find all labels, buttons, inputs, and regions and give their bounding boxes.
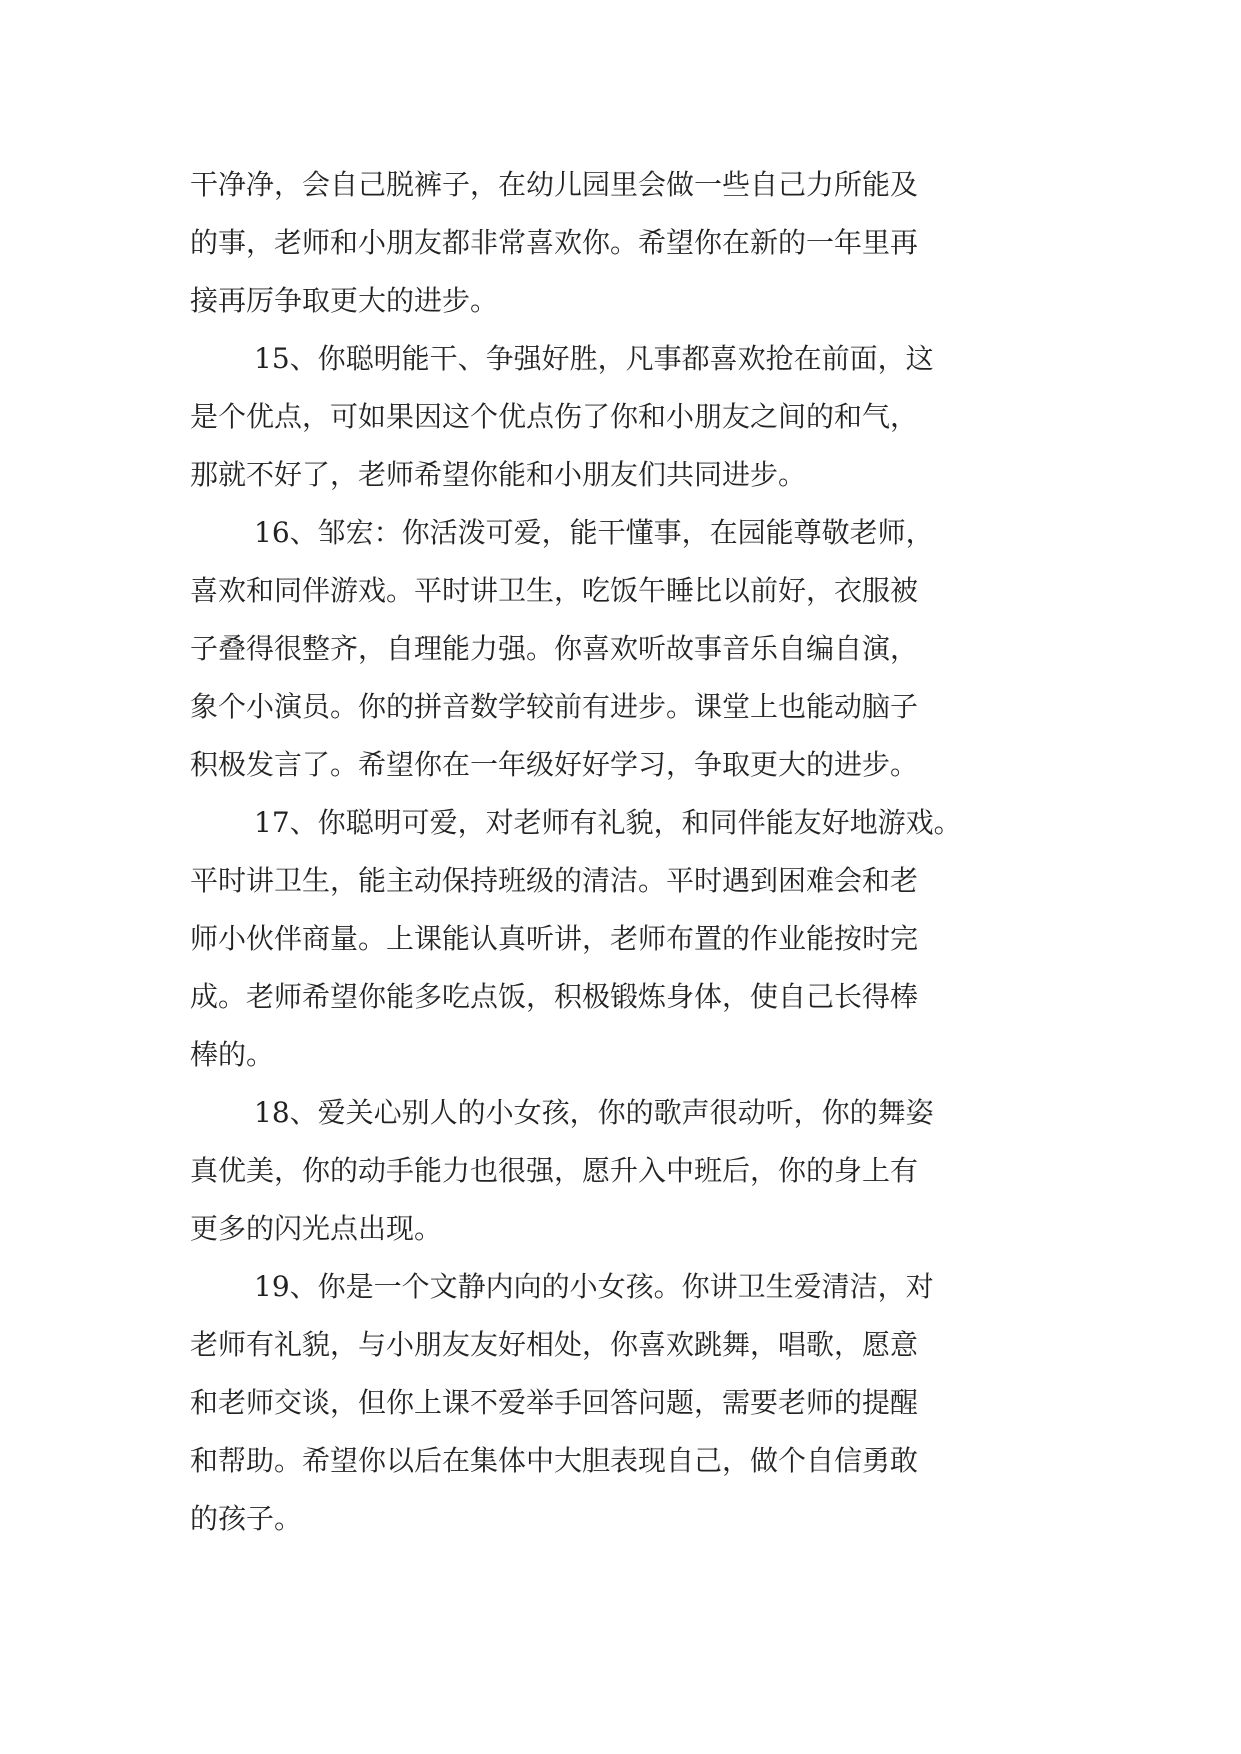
text-line: 老师有礼貌，与小朋友友好相处，你喜欢跳舞，唱歌，愿意 bbox=[190, 1328, 919, 1361]
text-line: 象个小演员。你的拼音数学较前有进步。课堂上也能动脑子 bbox=[190, 690, 919, 723]
text-line: 17、你聪明可爱，对老师有礼貌，和同伴能友好地游戏。 bbox=[254, 806, 962, 839]
document-body bbox=[190, 156, 1070, 1548]
text-line: 和帮助。希望你以后在集体中大胆表现自己，做个自信勇敢 bbox=[190, 1444, 919, 1477]
text-line: 平时讲卫生，能主动保持班级的清洁。平时遇到困难会和老 bbox=[190, 864, 919, 897]
text-line: 更多的闪光点出现。 bbox=[190, 1212, 443, 1245]
text-line: 那就不好了，老师希望你能和小朋友们共同进步。 bbox=[190, 458, 807, 491]
text-line: 接再厉争取更大的进步。 bbox=[190, 284, 499, 317]
paragraph-19 bbox=[190, 1258, 1070, 1548]
paragraph-17 bbox=[190, 794, 1070, 1084]
text-line: 15、你聪明能干、争强好胜，凡事都喜欢抢在前面，这 bbox=[254, 342, 934, 375]
paragraph-15 bbox=[190, 330, 1070, 504]
text-line: 19、你是一个文静内向的小女孩。你讲卫生爱清洁，对 bbox=[254, 1270, 934, 1303]
text-line: 子叠得很整齐，自理能力强。你喜欢听故事音乐自编自演， bbox=[190, 632, 919, 665]
text-line: 18、爱关心别人的小女孩，你的歌声很动听，你的舞姿 bbox=[254, 1096, 934, 1129]
text-line: 师小伙伴商量。上课能认真听讲，老师布置的作业能按时完 bbox=[190, 922, 919, 955]
text-line: 16、邹宏：你活泼可爱，能干懂事，在园能尊敬老师， bbox=[254, 516, 934, 549]
paragraph-16 bbox=[190, 504, 1070, 794]
text-line: 积极发言了。希望你在一年级好好学习，争取更大的进步。 bbox=[190, 748, 919, 781]
paragraph-14-continued bbox=[190, 156, 1070, 330]
text-line: 喜欢和同伴游戏。平时讲卫生，吃饭午睡比以前好，衣服被 bbox=[190, 574, 919, 607]
paragraph-18 bbox=[190, 1084, 1070, 1258]
text-line: 的孩子。 bbox=[190, 1502, 303, 1535]
text-line: 的事，老师和小朋友都非常喜欢你。希望你在新的一年里再 bbox=[190, 226, 919, 259]
text-line: 成。老师希望你能多吃点饭，积极锻炼身体，使自己长得棒 bbox=[190, 980, 919, 1013]
text-line: 和老师交谈，但你上课不爱举手回答问题，需要老师的提醒 bbox=[190, 1386, 919, 1419]
text-line: 干净净，会自己脱裤子，在幼儿园里会做一些自己力所能及 bbox=[190, 168, 919, 201]
text-line: 是个优点，可如果因这个优点伤了你和小朋友之间的和气， bbox=[190, 400, 919, 433]
text-line: 真优美，你的动手能力也很强，愿升入中班后，你的身上有 bbox=[190, 1154, 919, 1187]
text-line: 棒的。 bbox=[190, 1038, 275, 1071]
